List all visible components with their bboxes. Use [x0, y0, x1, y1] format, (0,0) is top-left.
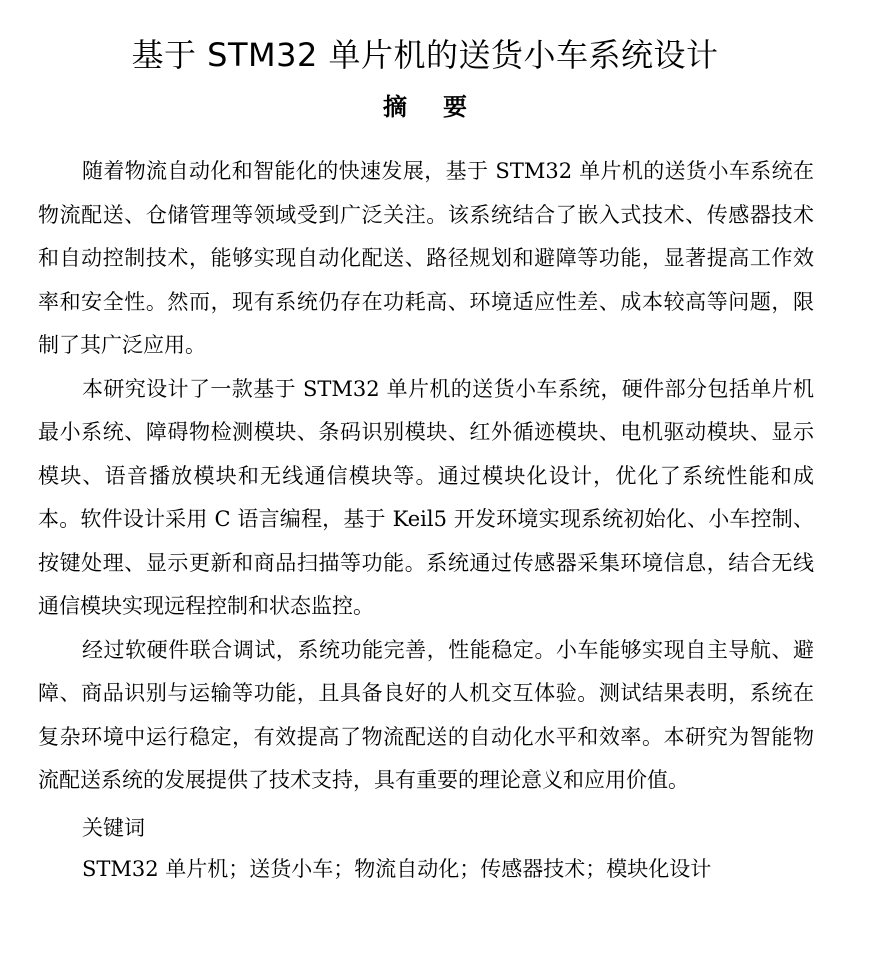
abstract-paragraph-3: 经过软硬件联合调试，系统功能完善，性能稳定。小车能够实现自主导航、避障、商品识别与运输等功能，且具备良好的人机交互体验。测试结果表明，系统在复杂环境中运行稳定，有效提高了物流配送的自动化水平和效率。本研究为智能物流配送系统的发展提供了技术支持，具有重要的理论意义和应用价值。: [38, 637, 814, 792]
document-title: 基于 STM32 单片机的送货小车系统设计: [131, 36, 719, 75]
abstract-paragraph-1: 随着物流自动化和智能化的快速发展，基于 STM32 单片机的送货小车系统在物流配送、仓储管理等领域受到广泛关注。该系统结合了嵌入式技术、传感器技术和自动控制技术，能够实现自动化配送、路径规划和避障等功能，显著提高工作效率和安全性。然而，现有系统仍存在功耗高、环境适应性差、成本较高等问题，限制了其广泛应用。: [38, 159, 814, 357]
keywords-label: 关键词: [82, 816, 145, 840]
abstract-body: [38, 150, 814, 803]
abstract-paragraph-2: 本研究设计了一款基于 STM32 单片机的送货小车系统，硬件部分包括单片机最小系统、障碍物检测模块、条码识别模块、红外循迹模块、电机驱动模块、显示模块、语音播放模块和无线通信模块等。通过模块化设计，优化了系统性能和成本。软件设计采用 C 语言编程，基于 Keil5 开发环境实现系统初始化、小车控制、按键处理、显示更新和商品扫描等功能。系统通过传感器采集环境信息，结合无线通信模块实现远程控制和状态监控。: [38, 376, 814, 618]
abstract-heading: 摘要: [383, 93, 503, 121]
keywords-list: STM32 单片机；送货小车；物流自动化；传感器技术；模块化设计: [82, 857, 712, 881]
